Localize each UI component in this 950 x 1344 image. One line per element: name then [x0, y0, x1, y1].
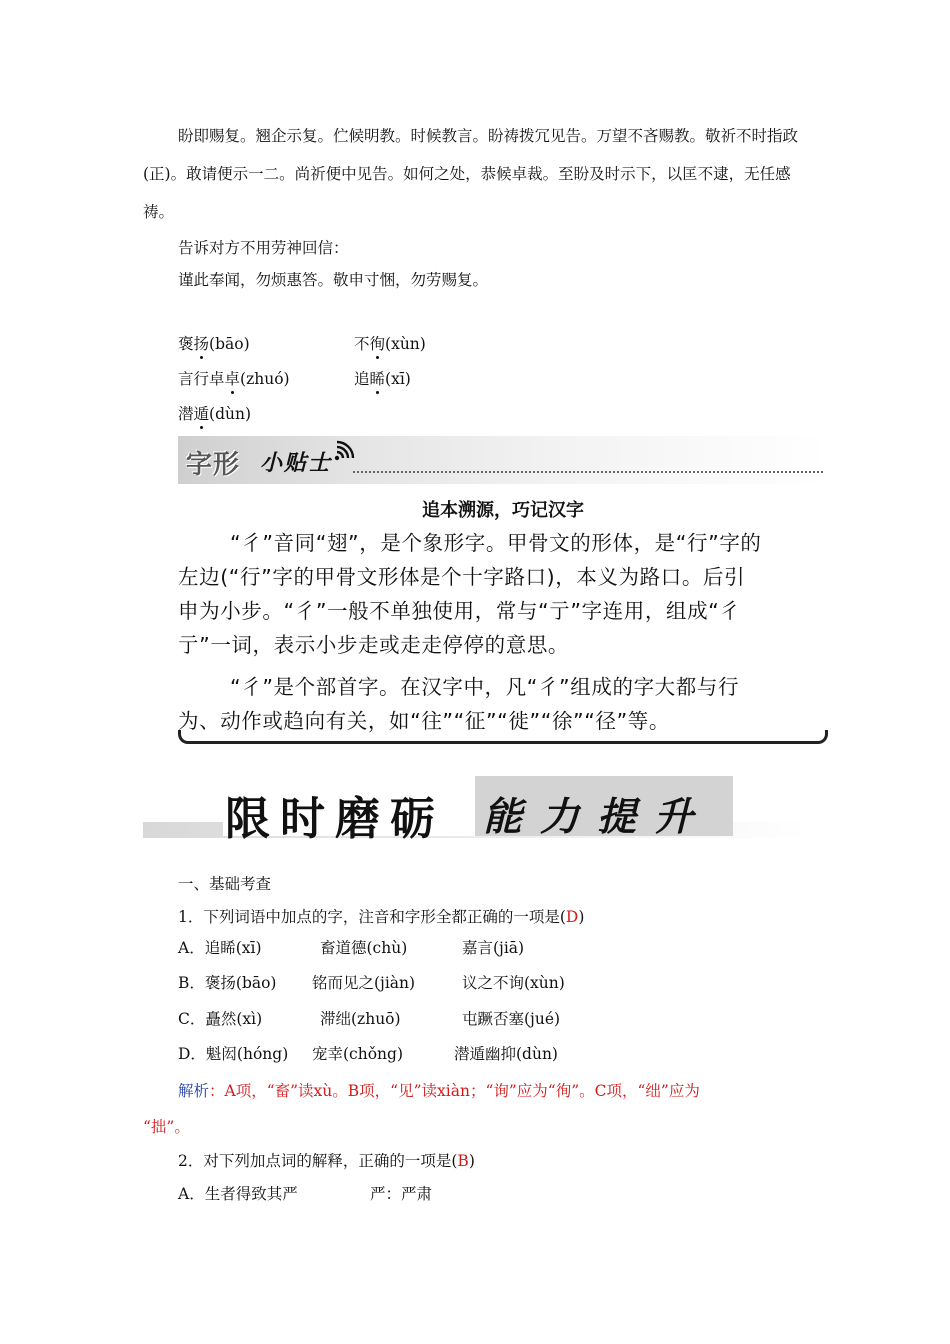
option-a-1: A．追睎(xī): [178, 939, 262, 957]
option-b-1: B．褒扬(bāo): [178, 974, 277, 992]
option-c-1: C．矗然(xì): [178, 1010, 263, 1028]
tip-line: “彳”音同“翅”，是个象形字。甲骨文的形体，是“行”字的: [230, 531, 762, 555]
tip-line: 为、动作或趋向有关，如“往”“征”“徙”“徐”“径”等。: [178, 709, 671, 733]
question-2: 2．对下列加点词的解释，正确的一项是(B): [178, 1152, 475, 1170]
letter-phrase: 谨此奉闻，勿烦惠答。敬申寸悃，勿劳赐复。: [178, 271, 489, 289]
question-2-option-a-explanation: 严：严肃: [370, 1185, 433, 1203]
tip-header: [178, 436, 828, 484]
pinyin-item: 不徇(xùn): [354, 335, 426, 353]
signal-wave-icon: [333, 440, 355, 462]
option-c-2: 滞绌(zhuō): [320, 1010, 401, 1028]
pinyin-item: 言行卓卓(zhuó): [178, 370, 290, 388]
tip-line: 申为小步。“彳”一般不单独使用，常与“亍”字连用，组成“彳: [178, 599, 741, 623]
analysis-cont: “拙”。: [143, 1118, 190, 1136]
letter-line-2: (正)。敢请便示一二。尚祈便中见告。如何之处，恭候卓裁。至盼及时示下，以匡不逮，无任感: [143, 165, 791, 183]
banner-subtitle: 能力提升: [483, 795, 712, 840]
analysis-label: 解析: [178, 1082, 210, 1100]
tip-line: 左边(“行”字的甲骨文形体是个十字路口)，本义为路口。后引: [178, 565, 746, 589]
pinyin-item: 追睎(xī): [354, 370, 411, 388]
section-heading: 一、基础考查: [178, 875, 272, 893]
letter-line-1: 盼即赐复。翘企示复。伫候明教。时候教言。盼祷拨冗见告。万望不吝赐教。敬祈不时指政: [178, 127, 799, 145]
header-divider: [353, 471, 823, 473]
option-d-3: 潜遁幽抑(dùn): [454, 1045, 558, 1063]
tip-subtitle: 小贴士: [260, 451, 333, 476]
section-banner: [143, 776, 808, 845]
option-b-3: 议之不询(xùn): [462, 974, 565, 992]
option-d-2: 宠幸(chǒng): [312, 1045, 403, 1063]
banner-title: 限时磨砺: [225, 792, 446, 845]
analysis: 解析：A项，“畜”读xù。B项，“见”读xiàn；“询”应为“徇”。C项，“绌”应为: [178, 1082, 700, 1100]
letter-line-3: 祷。: [143, 203, 175, 221]
tip-box: [178, 436, 828, 748]
tip-heading: 追本溯源，巧记汉字: [422, 500, 584, 521]
question-1: 1．下列词语中加点的字，注音和字形全都正确的一项是(D): [178, 908, 585, 926]
pinyin-item: 褒扬(bāo): [178, 335, 250, 353]
tip-line: 亍”一词，表示小步走或走走停停的意思。: [178, 633, 570, 657]
option-a-3: 嘉言(jiā): [462, 939, 525, 957]
tip-title: 字形: [186, 450, 241, 480]
tip-box-bottom-border: [178, 730, 828, 744]
option-c-3: 屯蹶否塞(jué): [462, 1010, 561, 1028]
option-b-2: 铭而见之(jiàn): [312, 974, 416, 992]
question-2-option-a: A．生者得致其严: [178, 1185, 298, 1203]
option-a-2: 畜道德(chù): [320, 939, 408, 957]
answer: B: [457, 1152, 469, 1170]
letter-intro: 告诉对方不用劳神回信：: [178, 239, 349, 257]
option-d-1: D．魁闳(hóng): [178, 1045, 289, 1063]
tip-line: “彳”是个部首字。在汉字中，凡“彳”组成的字大都与行: [230, 675, 740, 699]
pinyin-item: 潜遁(dùn): [178, 405, 252, 423]
answer: D: [565, 908, 579, 926]
